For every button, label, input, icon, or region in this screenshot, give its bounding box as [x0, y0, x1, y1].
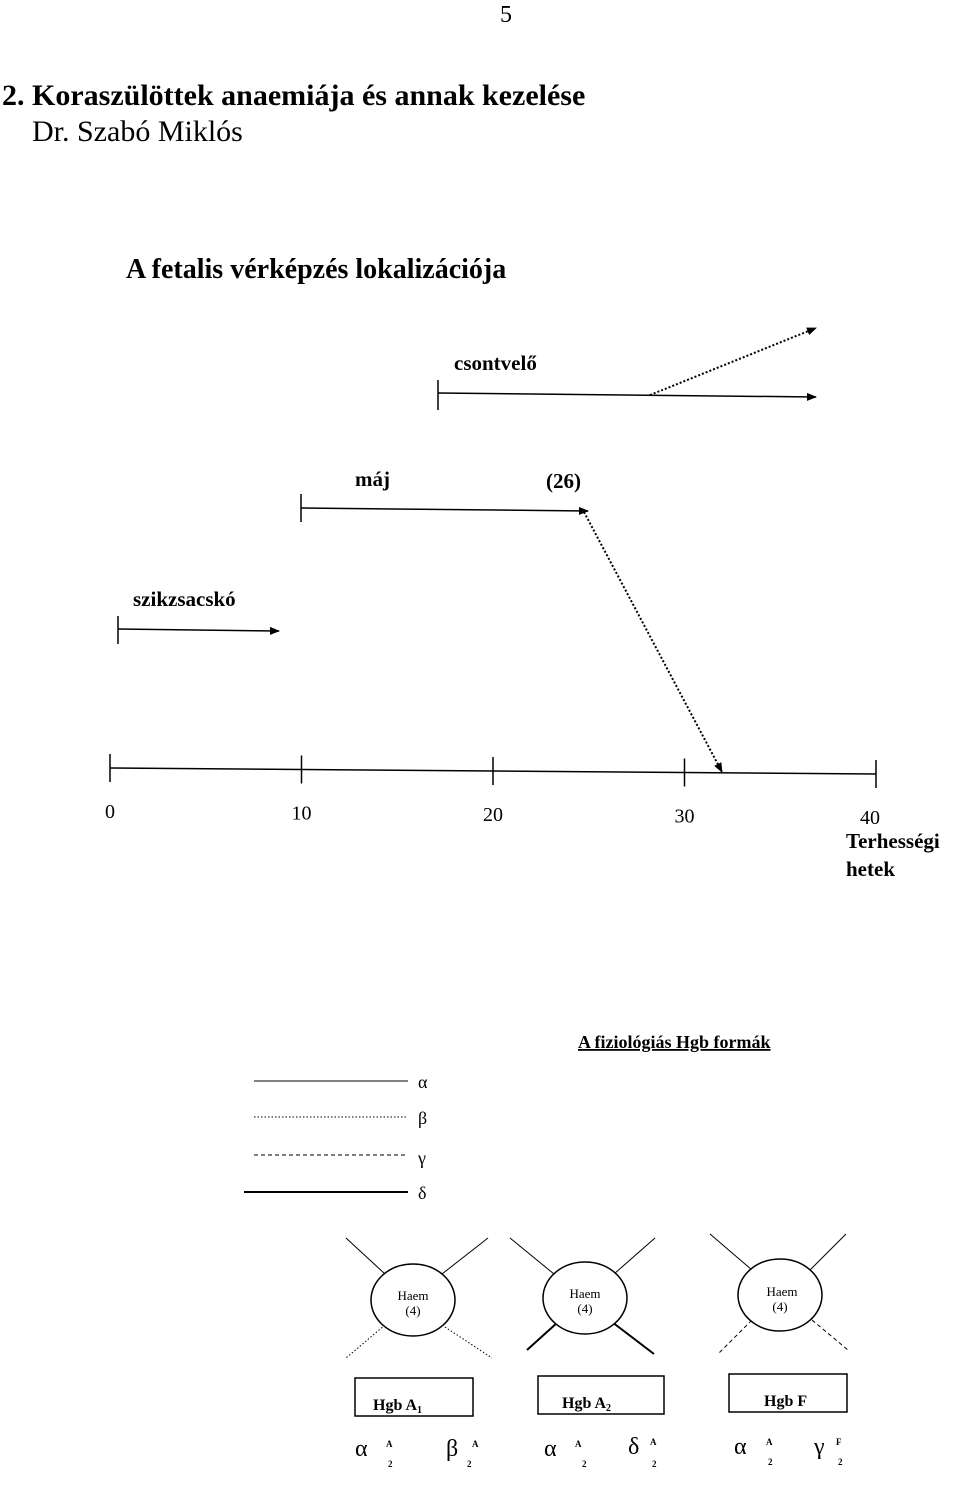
hgb-a1-haem-count: (4)	[405, 1303, 421, 1318]
axis-label-line1: Terhességi	[846, 829, 940, 853]
liver-label: máj	[355, 467, 390, 491]
hgb-a2-alpha-chain-2	[614, 1238, 655, 1274]
hgb-a1-molecule	[346, 1238, 492, 1469]
page-number: 5	[500, 2, 512, 28]
hgb-f-alpha-chain-1	[710, 1234, 752, 1270]
timeline-tick-label-30: 30	[674, 805, 695, 828]
timeline-tick-label-40: 40	[860, 807, 880, 829]
hgb-a2-chain1-sup: A	[575, 1439, 582, 1449]
yolk-sac-label: szikzsacskó	[133, 587, 236, 611]
legend-gamma: γ	[418, 1148, 426, 1168]
fetal-hematopoiesis-figure	[0, 230, 960, 910]
timeline-tick-label-20: 20	[483, 804, 503, 826]
hgb-a1-chain1-sub: 2	[388, 1459, 393, 1469]
hgb-f-chain2-sup: F	[836, 1437, 842, 1447]
liver-decline-arrow	[584, 512, 722, 772]
hgb-a1-chain2-sup: A	[472, 1439, 479, 1449]
hgb-f-chain1-sup: A	[766, 1437, 773, 1447]
document-title: 2. Koraszülöttek anaemiája és annak kezelése	[2, 79, 586, 112]
bone-marrow-label: csontvelő	[454, 351, 537, 375]
hgb-f-chain2-sub: 2	[838, 1457, 843, 1467]
hgb-a1-alpha-chain-2	[442, 1238, 488, 1274]
bone-marrow-rising-arrow	[650, 328, 816, 395]
hgb-a2-chain2-sup: A	[650, 1437, 657, 1447]
hgb-f-chain1: α	[734, 1434, 747, 1460]
hgb-a2-haem-label: Haem	[569, 1286, 601, 1301]
hgb-a2-chain2-sub: 2	[652, 1459, 657, 1469]
yolk-sac-arrow	[118, 629, 279, 631]
hgb-a2-chain1-sub: 2	[582, 1459, 587, 1469]
hemoglobin-forms-figure	[0, 1020, 960, 1490]
hgb-a2-alpha-chain-1	[510, 1238, 554, 1274]
hgb-a2-delta-chain-2	[612, 1322, 654, 1354]
timeline-tick-label-10: 10	[291, 802, 312, 825]
bone-marrow-arrow	[438, 393, 816, 397]
axis-label-line2: hetek	[846, 857, 895, 881]
hgb-f-molecule	[710, 1234, 848, 1467]
hgb-f-gamma-chain-2	[812, 1320, 848, 1350]
hgb-a1-beta-chain-1	[346, 1325, 385, 1358]
legend-beta: β	[418, 1108, 428, 1128]
hgb-a1-chain2: β	[446, 1436, 459, 1462]
hgb-f-alpha-chain-2	[810, 1234, 846, 1270]
hgb-f-haem-label: Haem	[766, 1284, 798, 1299]
hgb-a2-label: Hgb A2	[562, 1395, 612, 1414]
hgb-a2-chain1: α	[544, 1436, 557, 1462]
hgb-a1-label: Hgb A1	[373, 1397, 423, 1416]
hgb-a2-chain2: δ	[628, 1434, 640, 1460]
timeline-ticks	[105, 754, 880, 829]
hgb-f-chain1-sub: 2	[768, 1457, 773, 1467]
liver-peak-label: (26)	[546, 469, 581, 493]
hgb-a2-haem-count: (4)	[577, 1301, 593, 1316]
document-author: Dr. Szabó Miklós	[32, 115, 243, 148]
figure1-title: A fetalis vérképzés lokalizációja	[126, 254, 507, 285]
liver-arrow	[301, 508, 588, 511]
hgb-a2-molecule	[510, 1238, 664, 1469]
figure2-title: A fiziológiás Hgb formák	[578, 1032, 771, 1052]
hgb-a1-haem-label: Haem	[397, 1288, 429, 1303]
timeline-tick-label-0: 0	[105, 801, 115, 823]
legend-delta: δ	[418, 1183, 427, 1203]
hgb-f-haem-count: (4)	[772, 1299, 788, 1314]
hgb-f-chain2: γ	[814, 1434, 825, 1460]
hgb-a1-chain1-sup: A	[386, 1439, 393, 1449]
hgb-f-label: Hgb F	[764, 1393, 808, 1410]
hgb-f-gamma-chain-1	[718, 1320, 752, 1354]
hgb-a1-chain1: α	[355, 1436, 368, 1462]
hgb-a1-beta-chain-2	[442, 1325, 492, 1358]
legend-alpha: α	[418, 1072, 428, 1092]
hgb-a2-delta-chain-1	[527, 1322, 558, 1350]
hgb-a1-alpha-chain-1	[346, 1238, 385, 1274]
hgb-a1-chain2-sub: 2	[467, 1459, 472, 1469]
